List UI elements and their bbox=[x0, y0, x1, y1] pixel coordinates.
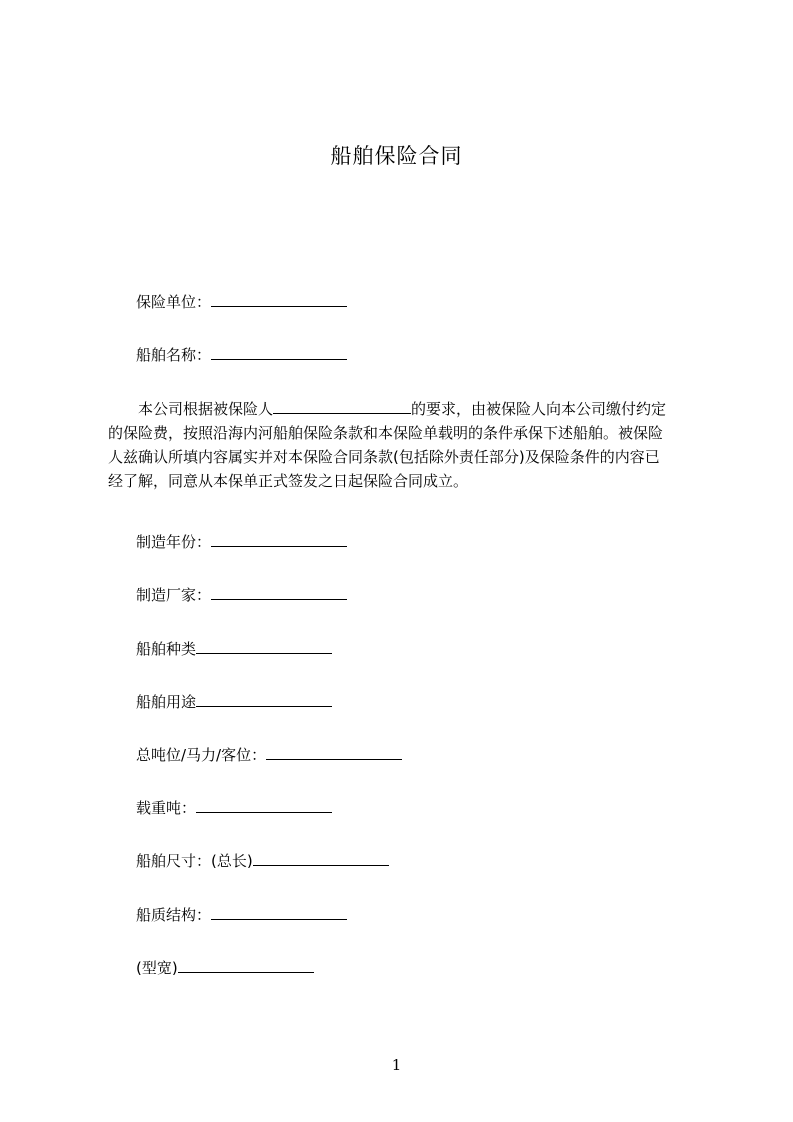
paragraph-line-3: 人兹确认所填内容属实并对本保险合同条款(包括除外责任部分)及保险条件的内容已 bbox=[108, 448, 660, 466]
tonnage-label: 总吨位/马力/客位： bbox=[136, 746, 267, 764]
insured-person-blank bbox=[273, 398, 411, 414]
paragraph-line-2: 的保险费，按照沿海内河船舶保险条款和本保险单载明的条件承保下述船舶。被保险 bbox=[108, 424, 664, 442]
breadth-label: (型宽) bbox=[136, 959, 178, 977]
hull-material-label: 船质结构： bbox=[136, 906, 212, 924]
vessel-name-blank bbox=[211, 344, 347, 360]
page-number: 1 bbox=[391, 1056, 402, 1074]
vessel-type-blank bbox=[196, 638, 332, 654]
vessel-use-label: 船舶用途 bbox=[136, 693, 197, 711]
deadweight-blank bbox=[196, 797, 332, 813]
terms-paragraph bbox=[108, 397, 708, 493]
vessel-name-row bbox=[136, 344, 347, 365]
insured-unit-blank bbox=[211, 291, 347, 307]
breadth-blank bbox=[178, 957, 314, 973]
paragraph-line-1-end: 的要求，由被保险人向本公司缴付约定 bbox=[411, 400, 667, 418]
build-year-label: 制造年份： bbox=[136, 533, 212, 551]
insured-unit-row bbox=[136, 291, 347, 312]
manufacturer-blank bbox=[211, 584, 347, 600]
insured-unit-label: 保险单位： bbox=[136, 293, 212, 311]
tonnage-row bbox=[136, 744, 402, 765]
vessel-use-blank bbox=[196, 691, 332, 707]
paragraph-line-4: 经了解，同意从本保单正式签发之日起保险合同成立。 bbox=[108, 472, 469, 490]
paragraph-line-1-start: 本公司根据被保险人 bbox=[138, 400, 274, 418]
paragraph-line-1 bbox=[108, 397, 708, 421]
manufacturer-row bbox=[136, 584, 347, 605]
build-year-row bbox=[136, 531, 347, 552]
deadweight-row bbox=[136, 797, 332, 818]
tonnage-blank bbox=[266, 744, 402, 760]
breadth-row bbox=[136, 957, 314, 978]
hull-material-blank bbox=[211, 904, 347, 920]
vessel-name-label: 船舶名称： bbox=[136, 346, 212, 364]
build-year-blank bbox=[211, 531, 347, 547]
vessel-type-label: 船舶种类 bbox=[136, 640, 197, 658]
manufacturer-label: 制造厂家： bbox=[136, 586, 212, 604]
hull-material-row bbox=[136, 904, 347, 925]
vessel-use-row bbox=[136, 691, 332, 712]
document-title: 船舶保险合同 bbox=[330, 144, 463, 168]
vessel-type-row bbox=[136, 638, 332, 659]
dimensions-blank bbox=[253, 850, 389, 866]
dimensions-label: 船舶尺寸：(总长) bbox=[136, 852, 253, 870]
deadweight-label: 载重吨： bbox=[136, 799, 197, 817]
dimensions-row bbox=[136, 850, 389, 871]
